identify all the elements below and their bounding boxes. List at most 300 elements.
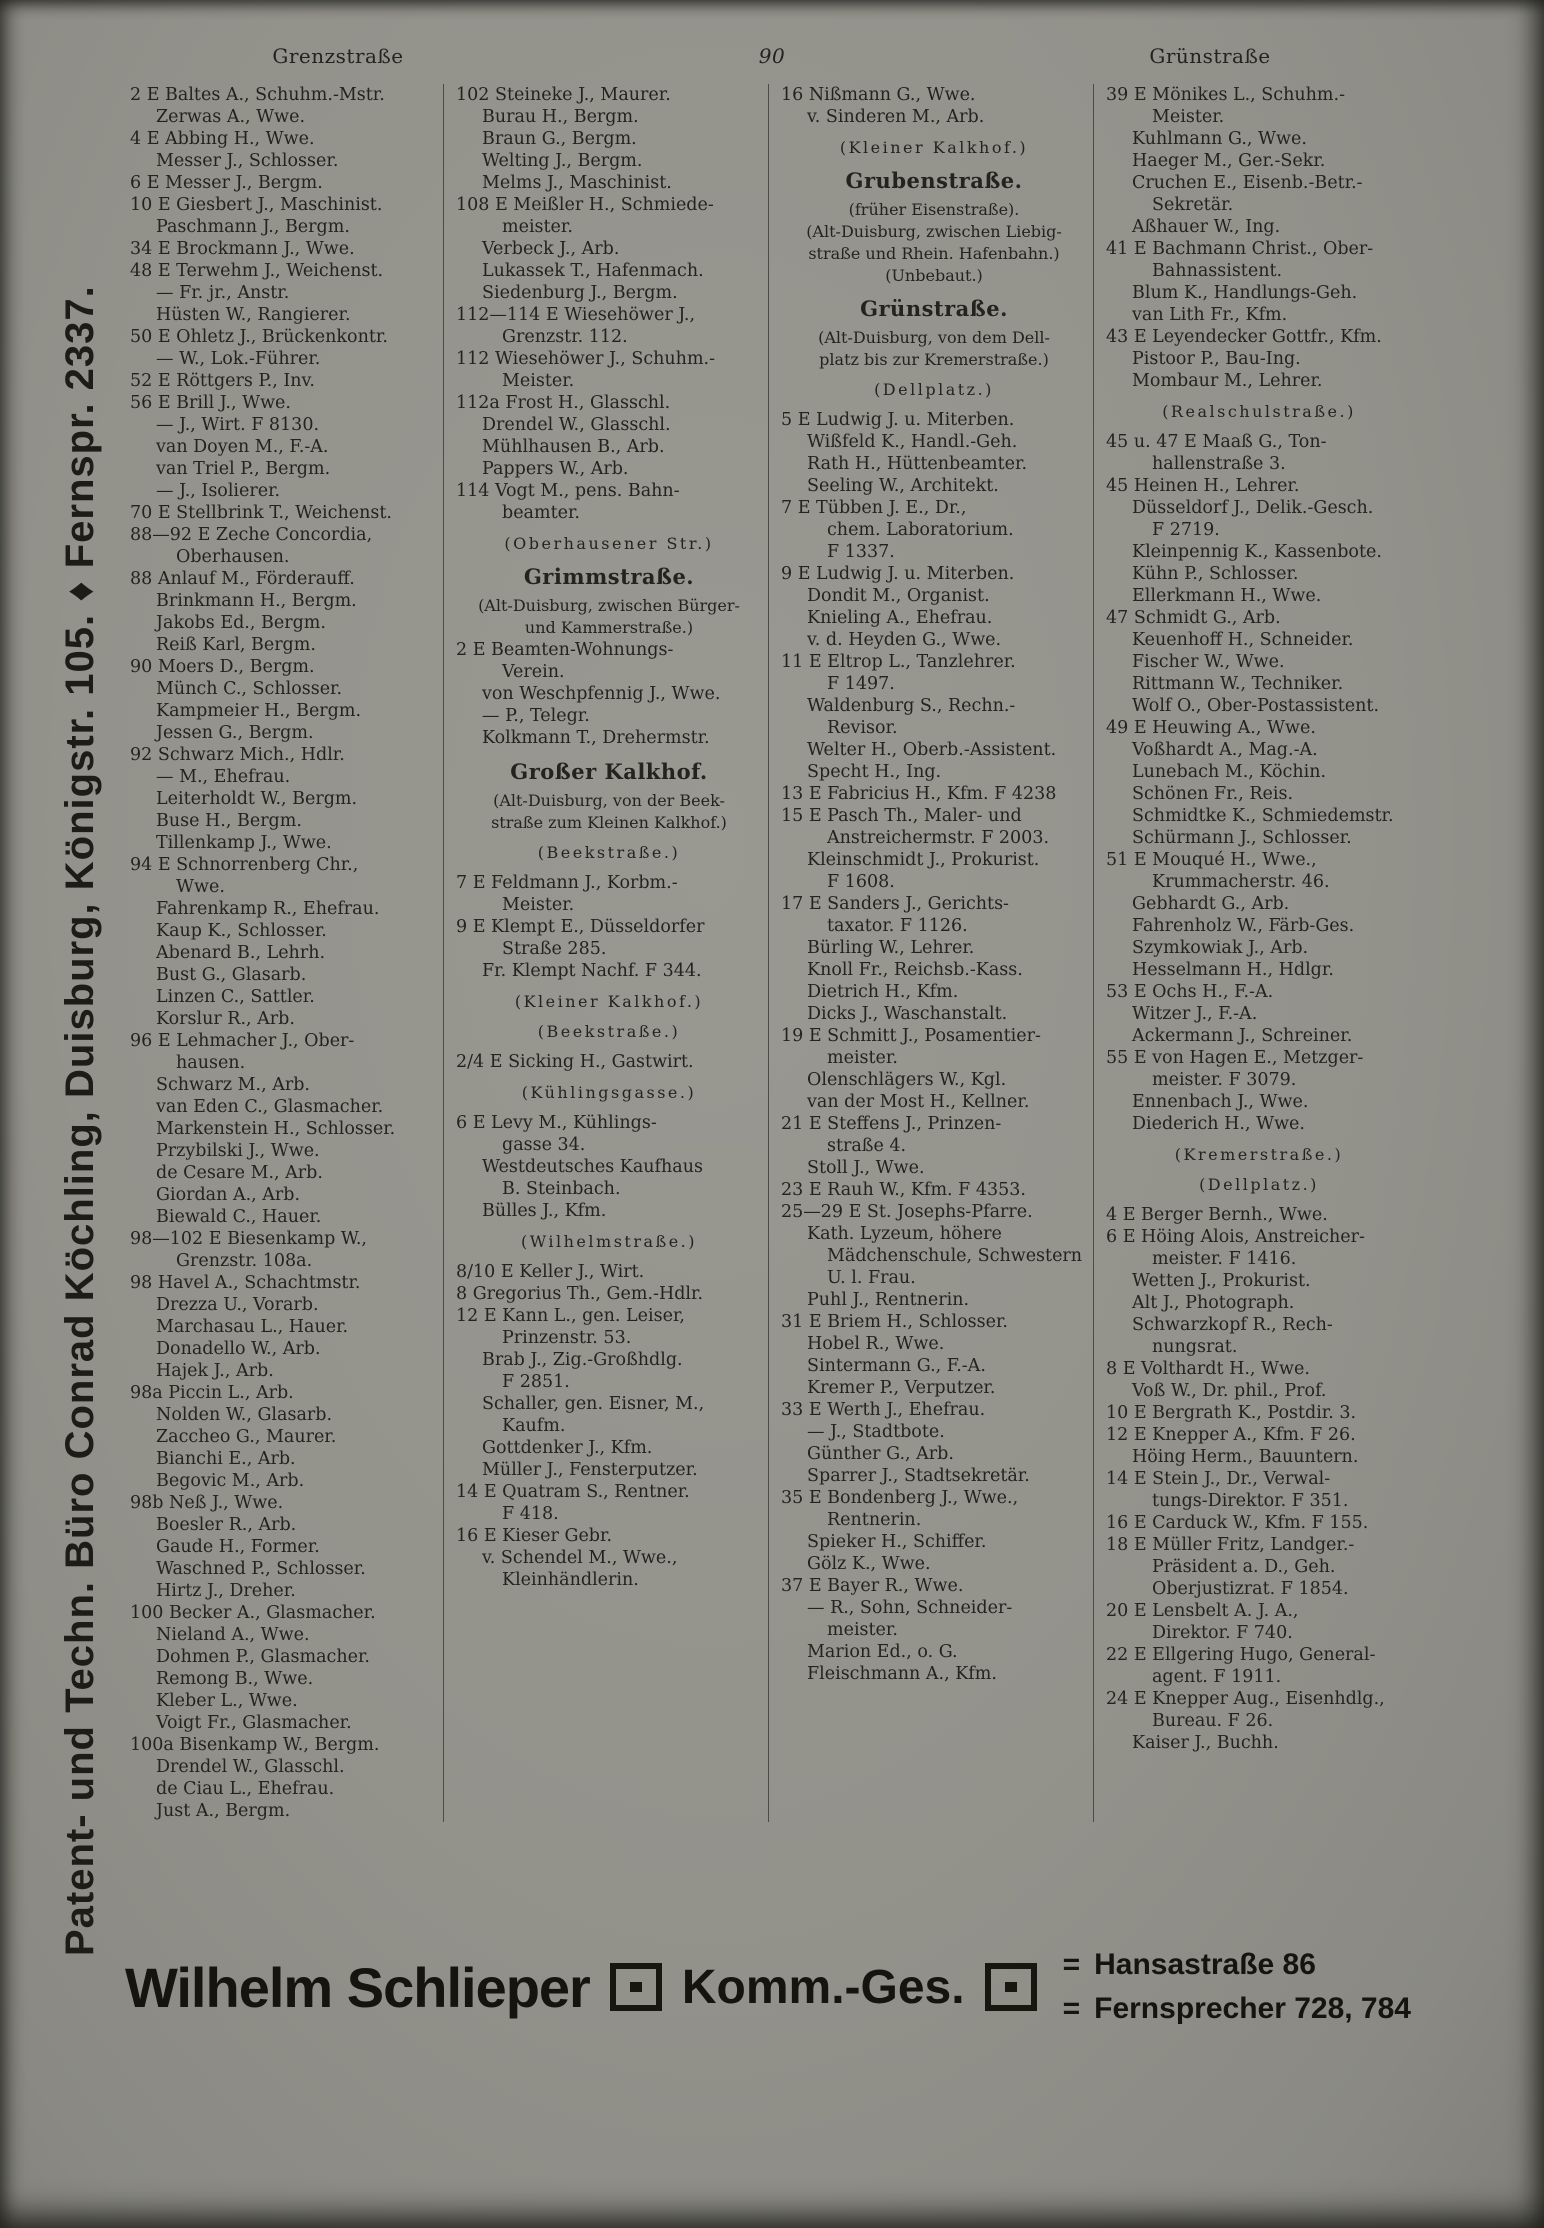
directory-resident-line: — P., Telegr. [482,706,590,726]
directory-resident-line: Gaude H., Former. [156,1537,320,1557]
street-note: (früher Eisenstraße). [848,200,1020,219]
directory-resident-line: Markenstein H., Schlosser. [156,1119,396,1139]
directory-column-4 [1093,84,1418,1822]
directory-wrapped-line: Krummacherstr. 46. [1152,872,1330,892]
directory-entry: 88 Anlauf M., Förderauff. [130,569,355,589]
directory-resident-line: Knieling A., Ehefrau. [807,608,993,628]
directory-entry: 47 Schmidt G., Arb. [1106,608,1281,628]
street-note: und Kammerstraße.) [524,618,694,637]
directory-resident-line: Burau H., Bergm. [482,107,639,127]
directory-wrapped-line: F 1497. [827,674,895,694]
directory-entry: 102 Steineke J., Maurer. [456,85,671,105]
directory-resident-line: Sintermann G., F.-A. [807,1356,986,1376]
directory-resident-line: Mühlhausen B., Arb. [482,437,665,457]
directory-resident-line: Gebhardt G., Arb. [1132,894,1290,914]
cross-street-note: (Beekstraße.) [537,1022,681,1041]
street-note: (Alt-Duisburg, zwischen Bürger- [478,596,740,615]
directory-entry: 70 E Stellbrink T., Weichenst. [130,503,392,523]
ad-company-type: Komm.-Ges. [681,1960,965,2014]
directory-resident-line: Dietrich H., Kfm. [807,982,959,1002]
directory-entry: 8 E Volthardt H., Wwe. [1106,1359,1310,1379]
street-note: (Alt-Duisburg, zwischen Liebig- [806,222,1062,241]
directory-resident-line: — M., Ehefrau. [156,767,291,787]
directory-resident-line: — J., Stadtbote. [807,1422,945,1442]
directory-wrapped-line: meister. [502,217,573,237]
directory-resident-line: Giordan A., Arb. [156,1185,301,1205]
directory-wrapped-line: Revisor. [827,718,898,738]
directory-wrapped-line: Bahnassistent. [1152,261,1283,281]
directory-resident-line: Specht H., Ing. [807,762,942,782]
directory-column-1 [118,84,443,1822]
directory-wrapped-line: Bureau. F 26. [1152,1711,1274,1731]
directory-resident-line: Szymkowiak J., Arb. [1132,938,1309,958]
directory-entry: 25—29 E St. Josephs-Pfarre. [781,1202,1033,1222]
directory-wrapped-line: Wwe. [176,877,225,897]
street-heading: Großer Kalkhof. [510,759,708,784]
directory-entry: 19 E Schmitt J., Posamentier- [781,1026,1041,1046]
directory-wrapped-line: straße 4. [827,1136,907,1156]
directory-resident-line: de Cesare M., Arb. [156,1163,323,1183]
directory-entry: 90 Moers D., Bergm. [130,657,315,677]
directory-entry: 48 E Terwehm J., Weichenst. [130,261,384,281]
directory-resident-line: Kolkmann T., Drehermstr. [482,728,710,748]
ad-phone-line [1063,1992,1411,2026]
directory-entry: 49 E Heuwing A., Wwe. [1106,718,1316,738]
directory-resident-line: Hajek J., Arb. [156,1361,274,1381]
directory-entry: 11 E Eltrop L., Tanzlehrer. [781,652,1016,672]
directory-entry: 14 E Stein J., Dr., Verwal- [1106,1469,1331,1489]
directory-entry: 5 E Ludwig J. u. Miterben. [781,410,1015,430]
directory-resident-line: Schwarz M., Arb. [156,1075,310,1095]
directory-resident-line: Waldenburg S., Rechn.- [807,696,1016,716]
directory-resident-line: van Lith Fr., Kfm. [1132,305,1288,325]
directory-resident-line: Braun G., Bergm. [482,129,637,149]
directory-entry: 16 Nißmann G., Wwe. [781,85,976,105]
directory-entry: 41 E Bachmann Christ., Ober- [1106,239,1374,259]
directory-entry: 10 E Giesbert J., Maschinist. [130,195,383,215]
directory-entry: 24 E Knepper Aug., Eisenhdlg., [1106,1689,1385,1709]
directory-entry: 34 E Brockmann J., Wwe. [130,239,355,259]
directory-entry: 14 E Quatram S., Rentner. [456,1482,690,1502]
directory-column-2 [443,84,768,1822]
street-note: platz bis zur Kremerstraße.) [819,350,1049,369]
directory-wrapped-line: Meister. [502,895,575,915]
directory-resident-line: Nieland A., Wwe. [156,1625,310,1645]
directory-wrapped-line: gasse 34. [502,1135,586,1155]
directory-resident-line: Kühn P., Schlosser. [1132,564,1299,584]
directory-entry: 2/4 E Sicking H., Gastwirt. [456,1052,694,1072]
cross-street-note: (Kleiner Kalkhof.) [839,138,1029,157]
directory-entry: 114 Vogt M., pens. Bahn- [456,481,680,501]
directory-resident-line: van Doyen M., F.-A. [156,437,329,457]
directory-resident-line: van Eden C., Glasmacher. [156,1097,384,1117]
directory-wrapped-line: meister. F 3079. [1152,1070,1297,1090]
directory-resident-line: Wetten J., Prokurist. [1132,1271,1311,1291]
directory-entry: 16 E Carduck W., Kfm. F 155. [1106,1513,1369,1533]
directory-resident-line: — Fr. jr., Anstr. [156,283,290,303]
directory-column-3 [768,84,1093,1822]
directory-resident-line: Hirtz J., Dreher. [156,1581,296,1601]
directory-wrapped-line: F 418. [502,1504,559,1524]
directory-entry: 100 Becker A., Glasmacher. [130,1603,376,1623]
directory-wrapped-line: Mädchenschule, Schwestern [827,1246,1083,1266]
directory-entry: 39 E Mönikes L., Schuhm.- [1106,85,1345,105]
directory-entry: 98b Neß J., Wwe. [130,1493,284,1513]
directory-resident-line: Messer J., Schlosser. [156,151,339,171]
directory-resident-line: Tillenkamp J., Wwe. [156,833,332,853]
directory-entry: 100a Bisenkamp W., Bergm. [130,1735,380,1755]
directory-resident-line: Blum K., Handlungs-Geh. [1132,283,1358,303]
directory-entry: 52 E Röttgers P., Inv. [130,371,315,391]
page-number: 90 [758,44,786,68]
directory-entry: 108 E Meißler H., Schmiede- [456,195,714,215]
directory-resident-line: Voßhardt A., Mag.-A. [1132,740,1318,760]
printers-ornament-icon [985,1963,1037,2011]
directory-resident-line: Schaller, gen. Eisner, M., [482,1394,705,1414]
cross-street-note: (Beekstraße.) [537,843,681,862]
running-header-right-street: Grünstraße [1149,44,1271,68]
directory-entry: 21 E Steffens J., Prinzen- [781,1114,1002,1134]
directory-wrapped-line: Kaufm. [502,1416,566,1436]
directory-entry: 17 E Sanders J., Gerichts- [781,894,1009,914]
directory-wrapped-line: hallenstraße 3. [1152,454,1286,474]
directory-resident-line: Ellerkmann H., Wwe. [1132,586,1322,606]
directory-entry: 7 E Feldmann J., Korbm.- [456,873,678,893]
directory-entry: 7 E Tübben J. E., Dr., [781,498,967,518]
directory-wrapped-line: nungsrat. [1152,1337,1238,1357]
cross-street-note: (Kühlingsgasse.) [521,1083,697,1102]
directory-resident-line: Kampmeier H., Bergm. [156,701,362,721]
directory-wrapped-line: F 2851. [502,1372,570,1392]
directory-resident-line: Kleinschmidt J., Prokurist. [807,850,1040,870]
directory-wrapped-line: Grenzstr. 108a. [176,1251,313,1271]
directory-wrapped-line: Direktor. F 740. [1152,1623,1293,1643]
directory-resident-line: Drendel W., Glasschl. [482,415,671,435]
double-bar-mark: = [1062,1948,1081,1981]
double-bar-mark: = [1062,1992,1081,2025]
directory-resident-line: von Weschpfennig J., Wwe. [482,684,721,704]
directory-resident-line: Westdeutsches Kaufhaus [482,1157,703,1177]
directory-entry: 6 E Höing Alois, Anstreicher- [1106,1227,1365,1247]
directory-resident-line: Zerwas A., Wwe. [156,107,306,127]
directory-entry: 31 E Briem H., Schlosser. [781,1312,1008,1332]
directory-entry: 94 E Schnorrenberg Chr., [130,855,359,875]
directory-resident-line: Bürling W., Lehrer. [807,938,975,958]
directory-resident-line: Wißfeld K., Handl.-Geh. [807,432,1018,452]
directory-entry: 2 E Beamten-Wohnungs- [456,640,674,660]
directory-resident-line: Waschned P., Schlosser. [156,1559,366,1579]
directory-resident-line: Spieker H., Schiffer. [807,1532,987,1552]
directory-resident-line: Bust G., Glasarb. [156,965,307,985]
directory-entry: 98a Piccin L., Arb. [130,1383,294,1403]
directory-wrapped-line: Sekretär. [1152,195,1234,215]
directory-resident-line: Fischer W., Wwe. [1132,652,1285,672]
directory-resident-line: Brinkmann H., Bergm. [156,591,357,611]
directory-resident-line: Jessen G., Bergm. [156,723,314,743]
directory-resident-line: Alt J., Photograph. [1132,1293,1295,1313]
directory-resident-line: Mombaur M., Lehrer. [1132,371,1323,391]
printers-ornament-icon [610,1963,662,2011]
directory-resident-line: v. d. Heyden G., Wwe. [807,630,1002,650]
directory-resident-line: Rath H., Hüttenbeamter. [807,454,1028,474]
directory-entry: 16 E Kieser Gebr. [456,1526,613,1546]
directory-resident-line: Przybilski J., Wwe. [156,1141,320,1161]
directory-wrapped-line: B. Steinbach. [502,1179,621,1199]
directory-resident-line: Dohmen P., Glasmacher. [156,1647,370,1667]
directory-resident-line: Jakobs Ed., Bergm. [156,613,326,633]
directory-resident-line: Haeger M., Ger.-Sekr. [1132,151,1326,171]
directory-resident-line: Leiterholdt W., Bergm. [156,789,358,809]
directory-entry: 18 E Müller Fritz, Landger.- [1106,1535,1355,1555]
directory-wrapped-line: tungs-Direktor. F 351. [1152,1491,1349,1511]
directory-resident-line: Welting J., Bergm. [482,151,643,171]
directory-wrapped-line: Grenzstr. 112. [502,327,628,347]
directory-resident-line: Brab J., Zig.-Großhdlg. [482,1350,683,1370]
directory-resident-line: Sparrer J., Stadtsekretär. [807,1466,1030,1486]
directory-resident-line: Stoll J., Wwe. [807,1158,925,1178]
directory-entry: 55 E von Hagen E., Metzger- [1106,1048,1364,1068]
vertical-margin-ad: Patent- und Techn. Büro Conrad Köchling, Duisburg, Königstr. 105. ♦ Fernspr. 2337. [58,285,102,1956]
directory-entry: 50 E Ohletz J., Brückenkontr. [130,327,388,347]
directory-resident-line: Drendel W., Glasschl. [156,1757,345,1777]
directory-wrapped-line: Oberhausen. [176,547,290,567]
directory-entry: 23 E Rauh W., Kfm. F 4353. [781,1180,1026,1200]
directory-resident-line: Puhl J., Rentnerin. [807,1290,970,1310]
directory-wrapped-line: Verein. [502,662,565,682]
ad-contact-block [1063,1948,1411,2026]
directory-resident-line: Gölz K., Wwe. [807,1554,931,1574]
street-note: straße zum Kleinen Kalkhof.) [491,813,727,832]
directory-resident-line: Hüsten W., Rangierer. [156,305,351,325]
directory-entry: 8/10 E Keller J., Wirt. [456,1262,645,1282]
directory-resident-line: Begovic M., Arb. [156,1471,305,1491]
directory-resident-line: Buse H., Bergm. [156,811,302,831]
directory-entry: 8 Gregorius Th., Gem.-Hdlr. [456,1284,704,1304]
directory-resident-line: de Ciau L., Ehefrau. [156,1779,335,1799]
directory-entry: 12 E Knepper A., Kfm. F 26. [1106,1425,1356,1445]
directory-resident-line: Witzer J., F.-A. [1132,1004,1258,1024]
directory-entry: 88—92 E Zeche Concordia, [130,525,373,545]
directory-resident-line: Schmidtke K., Schmiedemstr. [1132,806,1394,826]
directory-resident-line: Münch C., Schlosser. [156,679,343,699]
directory-resident-line: Voß W., Dr. phil., Prof. [1132,1381,1327,1401]
directory-resident-line: Kaiser J., Buchh. [1132,1733,1279,1753]
directory-resident-line: Düsseldorf J., Delik.-Gesch. [1132,498,1374,518]
directory-resident-line: Hobel R., Wwe. [807,1334,945,1354]
directory-resident-line: Boesler R., Arb. [156,1515,297,1535]
footer-advertisement [125,1912,1457,2062]
directory-wrapped-line: Kleinhändlerin. [502,1570,639,1590]
directory-resident-line: v. Schendel M., Wwe., [482,1548,678,1568]
directory-entry: 45 Heinen H., Lehrer. [1106,476,1300,496]
directory-resident-line: Paschmann J., Bergm. [156,217,350,237]
directory-wrapped-line: Rentnerin. [827,1510,922,1530]
directory-resident-line: Abenard B., Lehrh. [156,943,326,963]
directory-entry: 112—114 E Wiesehöwer J., [456,305,696,325]
directory-resident-line: Dicks J., Waschanstalt. [807,1004,1008,1024]
directory-entry: 13 E Fabricius H., Kfm. F 4238 [781,784,1057,804]
directory-resident-line: van der Most H., Kellner. [807,1092,1030,1112]
directory-wrapped-line: Meister. [502,371,575,391]
directory-resident-line: van Triel P., Bergm. [156,459,331,479]
directory-resident-line: — W., Lok.-Führer. [156,349,321,369]
directory-resident-line: Donadello W., Arb. [156,1339,321,1359]
directory-resident-line: Zaccheo G., Maurer. [156,1427,337,1447]
directory-wrapped-line: Straße 285. [502,939,607,959]
directory-resident-line: Korslur R., Arb. [156,1009,295,1029]
directory-wrapped-line: taxator. F 1126. [827,916,968,936]
ad-address: Hansastraße 86 [1094,1948,1316,1981]
cross-street-note: (Wilhelmstraße.) [520,1232,697,1251]
directory-resident-line: Cruchen E., Eisenb.-Betr.- [1132,173,1363,193]
directory-resident-line: Pistoor P., Bau-Ing. [1132,349,1301,369]
directory-wrapped-line: F 1608. [827,872,895,892]
directory-resident-line: Hesselmann H., Hdlgr. [1132,960,1334,980]
running-header-left-street: Grenzstraße [272,44,404,68]
directory-entry: 4 E Abbing H., Wwe. [130,129,315,149]
directory-resident-line: Bianchi E., Arb. [156,1449,296,1469]
directory-entry: 9 E Klempt E., Düsseldorfer [456,917,705,937]
cross-street-note: (Oberhausener Str.) [504,534,714,553]
directory-entry: 37 E Bayer R., Wwe. [781,1576,964,1596]
directory-entry: 22 E Ellgering Hugo, General- [1106,1645,1376,1665]
directory-entry: 33 E Werth J., Ehefrau. [781,1400,986,1420]
directory-wrapped-line: U. l. Frau. [827,1268,916,1288]
directory-resident-line: — R., Sohn, Schneider- [807,1598,1013,1618]
directory-resident-line: Remong B., Wwe. [156,1669,314,1689]
directory-resident-line: Voigt Fr., Glasmacher. [156,1713,352,1733]
directory-resident-line: Schürmann J., Schlosser. [1132,828,1352,848]
directory-resident-line: Siedenburg J., Bergm. [482,283,678,303]
cross-street-note: (Realschulstraße.) [1162,402,1356,421]
directory-resident-line: Lukassek T., Hafenmach. [482,261,704,281]
directory-resident-line: Biewald C., Hauer. [156,1207,322,1227]
directory-wrapped-line: agent. F 1911. [1152,1667,1282,1687]
directory-wrapped-line: meister. F 1416. [1152,1249,1297,1269]
directory-resident-line: Schwarzkopf R., Rech- [1132,1315,1333,1335]
directory-resident-line: Kaup K., Schlosser. [156,921,327,941]
directory-wrapped-line: F 2719. [1152,520,1220,540]
street-note: (Unbebaut.) [885,266,983,285]
directory-resident-line: Kleber L., Wwe. [156,1691,298,1711]
ad-address-line [1063,1948,1411,1982]
street-heading: Grimmstraße. [523,564,695,589]
directory-wrapped-line: Anstreichermstr. F 2003. [827,828,1050,848]
directory-resident-line: Fr. Klempt Nachf. F 344. [482,961,702,981]
directory-resident-line: Verbeck J., Arb. [482,239,620,259]
cross-street-note: (Kleiner Kalkhof.) [514,992,704,1011]
directory-entry: 98 Havel A., Schachtmstr. [130,1273,361,1293]
directory-resident-line: Kleinpennig K., Kassenbote. [1132,542,1382,562]
directory-entry: 20 E Lensbelt A. J. A., [1106,1601,1299,1621]
directory-resident-line: Marchasau L., Hauer. [156,1317,349,1337]
directory-entry: 43 E Leyendecker Gottfr., Kfm. [1106,327,1382,347]
directory-resident-line: Knoll Fr., Reichsb.-Kass. [807,960,1023,980]
directory-wrapped-line: F 1337. [827,542,895,562]
directory-resident-line: Diederich H., Wwe. [1132,1114,1305,1134]
directory-entry: 112 Wiesehöwer J., Schuhm.- [456,349,716,369]
directory-entry: 10 E Bergrath K., Postdir. 3. [1106,1403,1357,1423]
directory-entry: 6 E Messer J., Bergm. [130,173,323,193]
directory-entry: 12 E Kann L., gen. Leiser, [456,1306,685,1326]
directory-resident-line: Fahrenholz W., Färb-Ges. [1132,916,1355,936]
directory-entry: 56 E Brill J., Wwe. [130,393,291,413]
directory-entry: 51 E Mouqué H., Wwe., [1106,850,1317,870]
directory-entry: 2 E Baltes A., Schuhm.-Mstr. [130,85,385,105]
directory-resident-line: Just A., Bergm. [156,1801,291,1821]
directory-resident-line: Ackermann J., Schreiner. [1132,1026,1353,1046]
directory-resident-line: Rittmann W., Techniker. [1132,674,1344,694]
directory-wrapped-line: meister. [827,1620,898,1640]
cross-street-note: (Dellplatz.) [1199,1175,1319,1194]
directory-entry: 53 E Ochs H., F.-A. [1106,982,1274,1002]
directory-resident-line: Wolf O., Ober-Postassistent. [1132,696,1380,716]
directory-entry: 15 E Pasch Th., Maler- und [781,806,1022,826]
directory-resident-line: Seeling W., Architekt. [807,476,999,496]
directory-resident-line: Drezza U., Vorarb. [156,1295,319,1315]
directory-resident-line: Welter H., Oberb.-Assistent. [807,740,1057,760]
directory-entry: 45 u. 47 E Maaß G., Ton- [1106,432,1327,452]
street-note: (Alt-Duisburg, von der Beek- [493,791,725,810]
cross-street-note: (Kremerstraße.) [1174,1145,1344,1164]
directory-resident-line: Kuhlmann G., Wwe. [1132,129,1307,149]
directory-resident-line: Keuenhoff H., Schneider. [1132,630,1354,650]
directory-resident-line: Nolden W., Glasarb. [156,1405,333,1425]
directory-wrapped-line: Präsident a. D., Geh. [1152,1557,1336,1577]
directory-wrapped-line: Meister. [1152,107,1225,127]
directory-resident-line: Linzen C., Sattler. [156,987,315,1007]
directory-resident-line: Kremer P., Verputzer. [807,1378,996,1398]
directory-resident-line: v. Sinderen M., Arb. [807,107,985,127]
directory-wrapped-line: Prinzenstr. 53. [502,1328,632,1348]
directory-resident-line: Olenschlägers W., Kgl. [807,1070,1007,1090]
directory-resident-line: Dondit M., Organist. [807,586,990,606]
directory-resident-line: — J., Wirt. F 8130. [156,415,320,435]
directory-wrapped-line: Oberjustizrat. F 1854. [1152,1579,1349,1599]
directory-columns [118,84,1420,1822]
directory-entry: 98—102 E Biesenkamp W., [130,1229,367,1249]
directory-entry: 92 Schwarz Mich., Hdlr. [130,745,345,765]
directory-resident-line: Müller J., Fensterputzer. [482,1460,698,1480]
directory-resident-line: Reiß Karl, Bergm. [156,635,316,655]
directory-resident-line: Höing Herm., Bauuntern. [1132,1447,1359,1467]
directory-entry: 112a Frost H., Glasschl. [456,393,671,413]
directory-resident-line: Schönen Fr., Reis. [1132,784,1294,804]
ad-phone: Fernsprecher 728, 784 [1094,1992,1411,2025]
directory-wrapped-line: chem. Laboratorium. [827,520,1014,540]
ad-company-name: Wilhelm Schlieper [125,1955,590,2019]
cross-street-note: (Dellplatz.) [874,380,994,399]
directory-resident-line: Bülles J., Kfm. [482,1201,607,1221]
directory-entry: 96 E Lehmacher J., Ober- [130,1031,355,1051]
directory-resident-line: Kath. Lyzeum, höhere [807,1224,1002,1244]
directory-resident-line: Günther G., Arb. [807,1444,954,1464]
directory-wrapped-line: meister. [827,1048,898,1068]
street-note: straße und Rhein. Hafenbahn.) [808,244,1060,263]
directory-wrapped-line: hausen. [176,1053,246,1073]
street-note: (Alt-Duisburg, von dem Dell- [818,328,1050,347]
directory-resident-line: Fahrenkamp R., Ehefrau. [156,899,380,919]
directory-resident-line: Melms J., Maschinist. [482,173,672,193]
directory-entry: 4 E Berger Bernh., Wwe. [1106,1205,1328,1225]
directory-resident-line: Marion Ed., o. G. [807,1642,958,1662]
directory-wrapped-line: beamter. [502,503,580,523]
street-heading: Grubenstraße. [845,168,1023,193]
directory-entry: 6 E Levy M., Kühlings- [456,1113,657,1133]
street-heading: Grünstraße. [860,296,1008,321]
directory-resident-line: Lunebach M., Köchin. [1132,762,1327,782]
directory-entry: 9 E Ludwig J. u. Miterben. [781,564,1015,584]
